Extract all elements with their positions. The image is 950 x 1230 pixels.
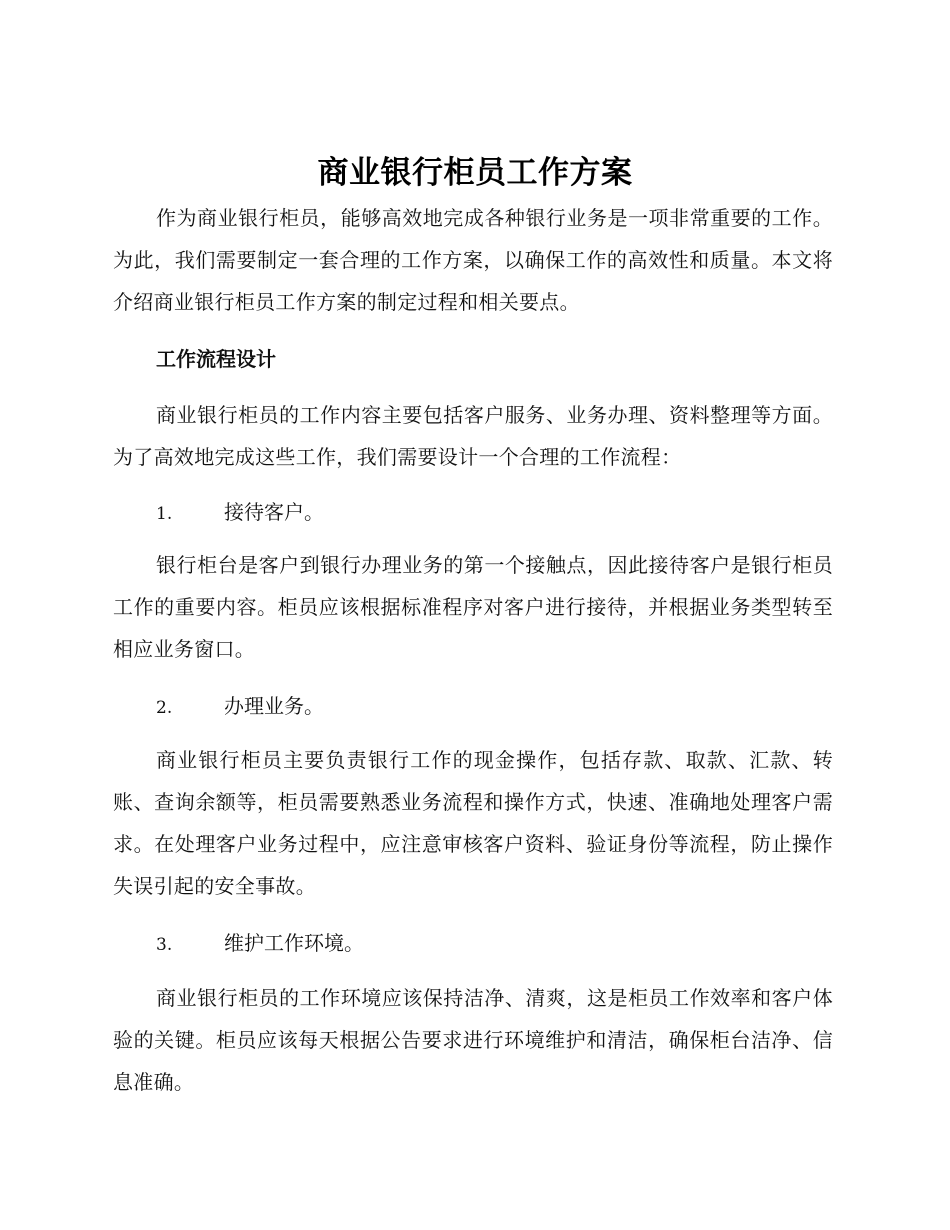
section-intro-paragraph: 商业银行柜员的工作内容主要包括客户服务、业务办理、资料整理等方面。为了高效地完成这些工作，我们需要设计一个合理的工作流程： [113,403,833,469]
list-item-2 [156,692,836,722]
list-item-label: 接待客户。 [224,500,324,524]
intro-paragraph: 作为商业银行柜员，能够高效地完成各种银行业务是一项非常重要的工作。为此，我们需要制定一套合理的工作方案，以确保工作的高效性和质量。本文将介绍商业银行柜员工作方案的制定过程和相关要点。 [113,206,833,314]
list-item-3 [156,929,836,959]
list-item-number: 2. [156,698,173,718]
item-3-body: 商业银行柜员的工作环境应该保持洁净、清爽，这是柜员工作效率和客户体验的关键。柜员应该每天根据公告要求进行环境维护和清洁，确保柜台洁净、信息准确。 [113,986,833,1094]
item-1-body: 银行柜台是客户到银行办理业务的第一个接触点，因此接待客户是银行柜员工作的重要内容。柜员应该根据标准程序对客户进行接待，并根据业务类型转至相应业务窗口。 [113,553,833,661]
document-title: 商业银行柜员工作方案 [317,155,633,191]
section-heading: 工作流程设计 [156,347,276,371]
item-2-body: 商业银行柜员主要负责银行工作的现金操作，包括存款、取款、汇款、转账、查询余额等，柜员需要熟悉业务流程和操作方式，快速、准确地处理客户需求。在处理客户业务过程中，应注意审核客户资料、验证身份等流程，防止操作失误引起的安全事故。 [113,748,833,898]
list-item-number: 3. [156,935,173,955]
list-item-number: 1. [156,504,173,524]
list-item-1 [156,498,836,528]
list-item-label: 办理业务。 [224,694,324,718]
list-item-label: 维护工作环境。 [224,931,364,955]
